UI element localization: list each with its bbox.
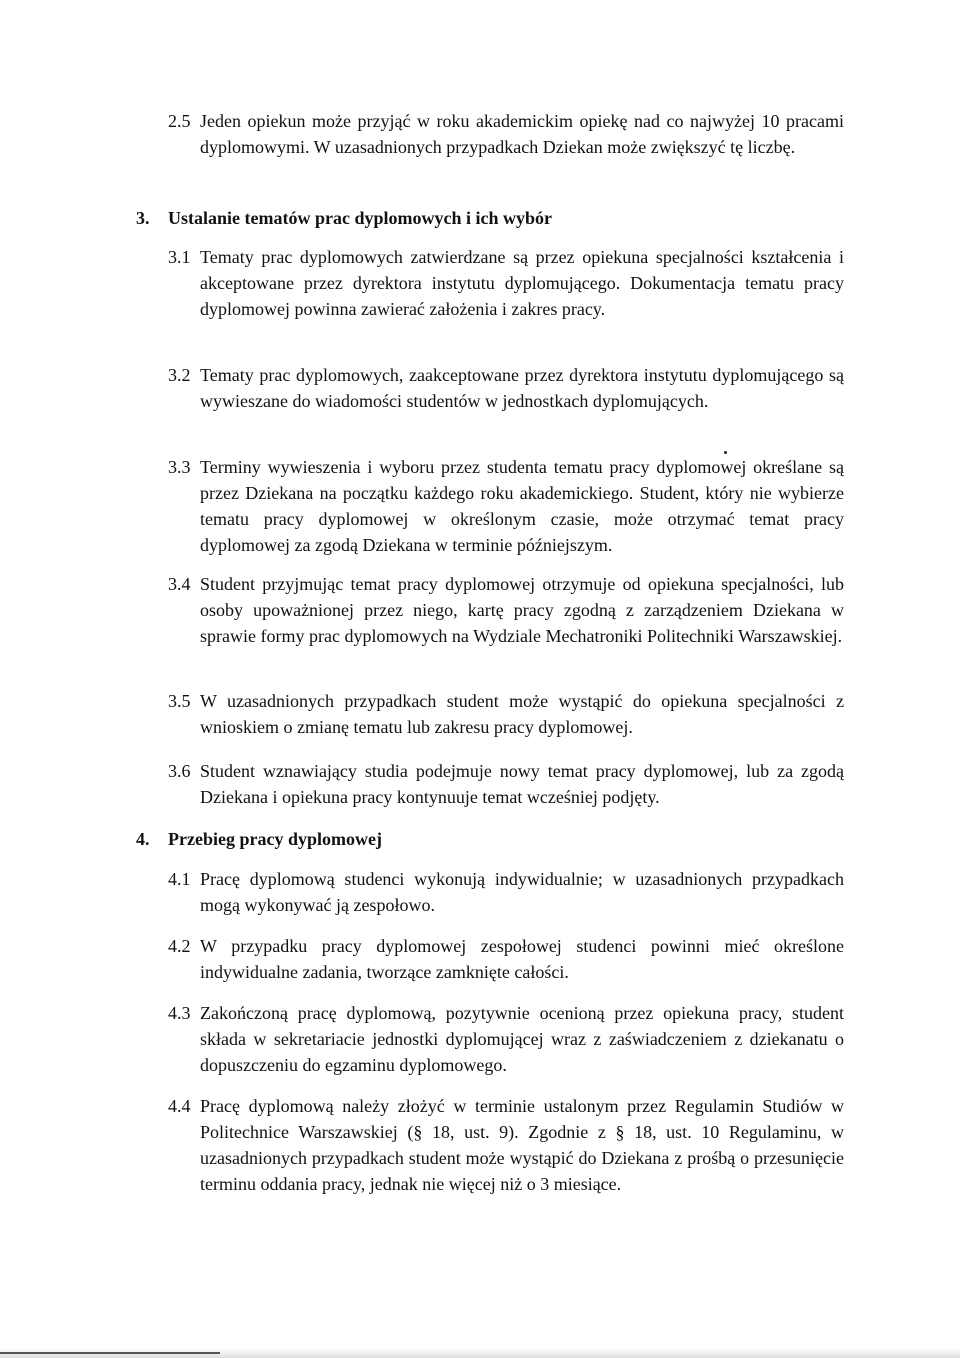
paragraph-number: 4.2 [168,936,191,956]
paragraph-text: Pracę dyplomową studenci wykonują indywidualnie; w uzasadnionych przypadkach mogą wykonywać ją zespołowo. [200,869,844,915]
paragraph-number: 2.5 [168,111,191,131]
paragraph-number: 3.1 [168,247,191,267]
paragraph-number: 3.3 [168,457,191,477]
section-4-heading [136,826,382,852]
paragraph-text: Terminy wywieszenia i wyboru przez studenta tematu pracy dyplomowej określane są przez Dziekana na początku każdego roku akademickiego. Student, który nie wybierze tematu pracy dyplomowej w określonym czasie, może otrzymać temat pracy dyplomowej za zgodą Dziekana w terminie późniejszym. [200,457,844,555]
section-number: 3. [136,208,150,228]
paragraph-number: 3.2 [168,365,191,385]
paragraph-text: W przypadku pracy dyplomowej zespołowej studenci powinni mieć określone indywidualne zadania, tworzące zamknięte całości. [200,936,844,982]
section-3-heading [136,205,552,231]
paragraph-text: Jeden opiekun może przyjąć w roku akademickim opiekę nad co najwyżej 10 pracami dyplomowymi. W uzasadnionych przypadkach Dziekan może zwiększyć tę liczbę. [200,111,844,157]
paragraph-number: 3.5 [168,691,191,711]
paragraph-number: 3.6 [168,761,191,781]
section-title: Ustalanie tematów prac dyplomowych i ich wybór [168,208,552,228]
section-title: Przebieg pracy dyplomowej [168,829,382,849]
paragraph-number: 4.1 [168,869,191,889]
paragraph-text: Student wznawiający studia podejmuje nowy temat pracy dyplomowej, lub za zgodą Dziekana i opiekuna pracy kontynuuje temat wcześniej podjęty. [200,761,844,807]
paragraph-text: Student przyjmując temat pracy dyplomowej otrzymuje od opiekuna specjalności, lub osoby upoważnionej przez niego, kartę pracy zgodną z zarządzeniem Dziekana w sprawie formy prac dyplomowych na Wydziale Mechatroniki Politechniki Warszawskiej. [200,574,844,646]
paragraph-text: Tematy prac dyplomowych, zaakceptowane przez dyrektora instytutu dyplomującego są wywieszane do wiadomości studentów w jednostkach dyplomujących. [200,365,844,411]
paragraph-number: 3.4 [168,574,191,594]
paragraph-number: 4.4 [168,1096,191,1116]
paragraph-text: W uzasadnionych przypadkach student może wystąpić do opiekuna specjalności z wnioskiem o zmianę tematu lub zakresu pracy dyplomowej. [200,691,844,737]
section-number: 4. [136,829,150,849]
paragraph-number: 4.3 [168,1003,191,1023]
paragraph-text: Pracę dyplomową należy złożyć w terminie ustalonym przez Regulamin Studiów w Politechnice Warszawskiej (§ 18, ust. 9). Zgodnie z § 18, ust. 10 Regulaminu, w uzasadnionych przypadkach student może wystąpić do Dziekana z prośbą o przesunięcie terminu oddania pracy, jednak nie więcej niż o 3 miesiące. [200,1096,844,1194]
paragraph-text: Tematy prac dyplomowych zatwierdzane są przez opiekuna specjalności kształcenia i akceptowane przez dyrektora instytutu dyplomującego. Dokumentacja tematu pracy dyplomowej powinna zawierać założenia i zakres pracy. [200,247,844,319]
paragraph-text: Zakończoną pracę dyplomową, pozytywnie ocenioną przez opiekuna pracy, student składa w sekretariacie jednostki dyplomującej wraz z zaświadczeniem z dziekanatu o dopuszczeniu do egzaminu dyplomowego. [200,1003,844,1075]
scan-edge-line [0,1352,220,1354]
